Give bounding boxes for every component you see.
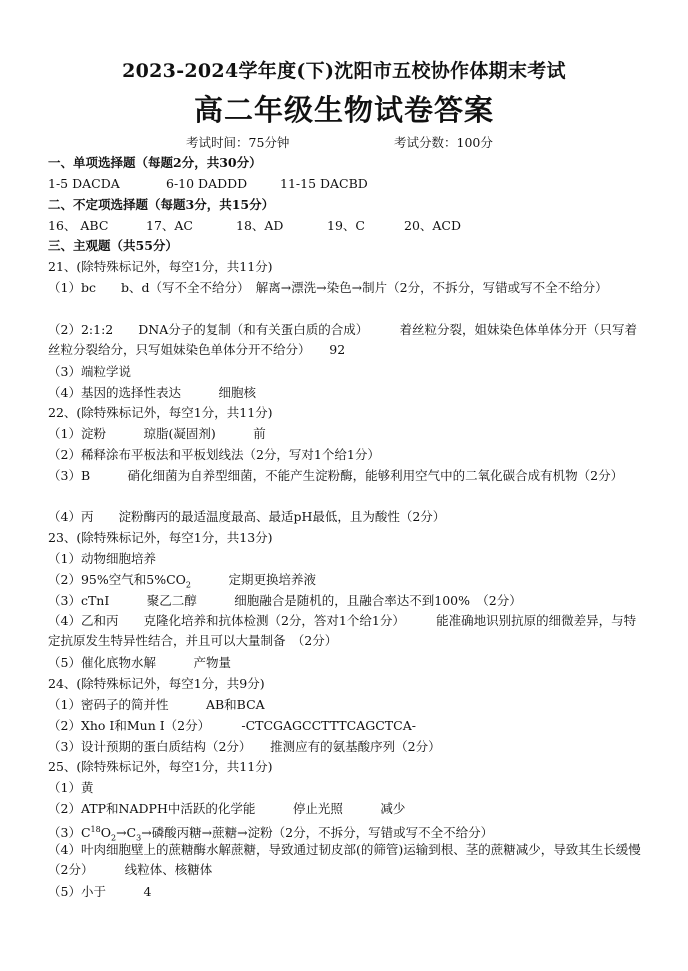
answer-25-1: （1）黄 <box>48 780 94 795</box>
answer-23-2: （2）95%空气和$5\%CO_2$ 定期更换培养液 <box>48 572 316 590</box>
answer-21-2: （2）2:1:2 DNA分子的复制（和有关蛋白质的合成） 着丝粒分裂，姐妹染色体单体分开（只写着丝粒分裂给分，只写姐妹染色单体分开不给分） 92 <box>48 322 637 357</box>
answer-21-3: （3）端粒学说 <box>48 364 131 379</box>
answer-25-3: $(3)C^{18}O_2\to C_3\to$磷酸丙糖→蔗糖→淀粉（2分，不拆分，写错或写不全不给分） <box>48 825 494 843</box>
answer-23-4: （4）乙和丙 克隆化培养和抗体检测（2分，答对1个给1分） 能准确地识别抗原的细微差异，与特定抗原发生特异性结合，并且可以大量制备 （2分） <box>48 613 637 648</box>
answer-18: 18、AD <box>236 218 284 233</box>
answers-1-5: 1-5 DACDA <box>48 176 120 191</box>
answer-19: 19、C <box>327 218 365 233</box>
question-24-heading: 24、(除特殊标记外，每空1分，共9分) <box>48 676 265 691</box>
exam-score: 考试分数：100分 <box>394 135 493 150</box>
section-3-heading: 三、主观题（共55分） <box>48 238 178 253</box>
answer-17: 17、AC <box>146 218 193 233</box>
answer-21-1: （1）bc b、d（写不全不给分） 解离→漂洗→染色→制片（2分，不拆分，写错或写不全不给分） <box>48 280 608 295</box>
exam-time: 考试时间：75分钟 <box>186 135 290 150</box>
answer-24-2: （2）Xho I和Mun I（2分） -CTCGAGCCTTTCAGCTCA- <box>48 718 416 733</box>
answer-24-1: （1）密码子的简并性 AB和BCA <box>48 697 265 712</box>
answer-22-3: （3）B 硝化细菌为自养型细菌，不能产生淀粉酶，能够利用空气中的二氧化碳合成有机物（2分） <box>48 468 624 483</box>
question-22-heading: 22、(除特殊标记外，每空1分，共11分) <box>48 405 273 420</box>
answer-22-2: （2）稀释涂布平板法和平板划线法（2分，写对1个给1分） <box>48 447 380 462</box>
question-21-heading: 21、(除特殊标记外，每空1分，共11分) <box>48 259 273 274</box>
answers-6-10: 6-10 DADDD <box>166 176 248 191</box>
exam-title: 2023-2024学年度(下)沈阳市五校协作体期末考试 <box>122 60 566 82</box>
section-2-heading: 二、不定项选择题（每题3分，共15分） <box>48 197 275 212</box>
answer-23-1: （1）动物细胞培养 <box>48 551 156 566</box>
answer-21-4: （4）基因的选择性表达 细胞核 <box>48 385 256 400</box>
exam-subtitle: 高二年级生物试卷答案 <box>193 93 494 127</box>
section-1-heading: 一、单项选择题（每题2分，共30分） <box>48 155 262 170</box>
answer-20: 20、ACD <box>404 218 462 233</box>
question-25-heading: 25、(除特殊标记外，每空1分，共11分) <box>48 759 273 774</box>
answer-22-1: （1）淀粉 琼脂(凝固剂) 前 <box>48 426 266 441</box>
question-23-heading: 23、(除特殊标记外，每空1分，共13分) <box>48 530 273 545</box>
answers-11-15: 11-15 DACBD <box>280 176 368 191</box>
answer-22-4: （4）丙 淀粉酶丙的最适温度最高、最适pH最低，且为酸性（2分） <box>48 509 446 524</box>
answer-23-3: （3）cTnI 聚乙二醇 细胞融合是随机的，且融合率达不到100% （2分） <box>48 593 522 608</box>
answer-24-3: （3）设计预期的蛋白质结构（2分） 推测应有的氨基酸序列（2分） <box>48 739 441 754</box>
answer-25-2: （2）ATP和NADPH中活跃的化学能 停止光照 减少 <box>48 801 406 816</box>
answer-25-5: （5）小于 4 <box>48 884 152 899</box>
answer-25-4: （4）叶肉细胞壁上的蔗糖酶水解蔗糖，导致通过韧皮部(的筛管)运输到根、茎的蔗糖减少，导致其生长缓慢 （2分） 线粒体、核糖体 <box>48 842 654 877</box>
answer-16: 16、 ABC <box>48 218 109 233</box>
answer-23-5: （5）催化底物水解 产物量 <box>48 655 231 670</box>
